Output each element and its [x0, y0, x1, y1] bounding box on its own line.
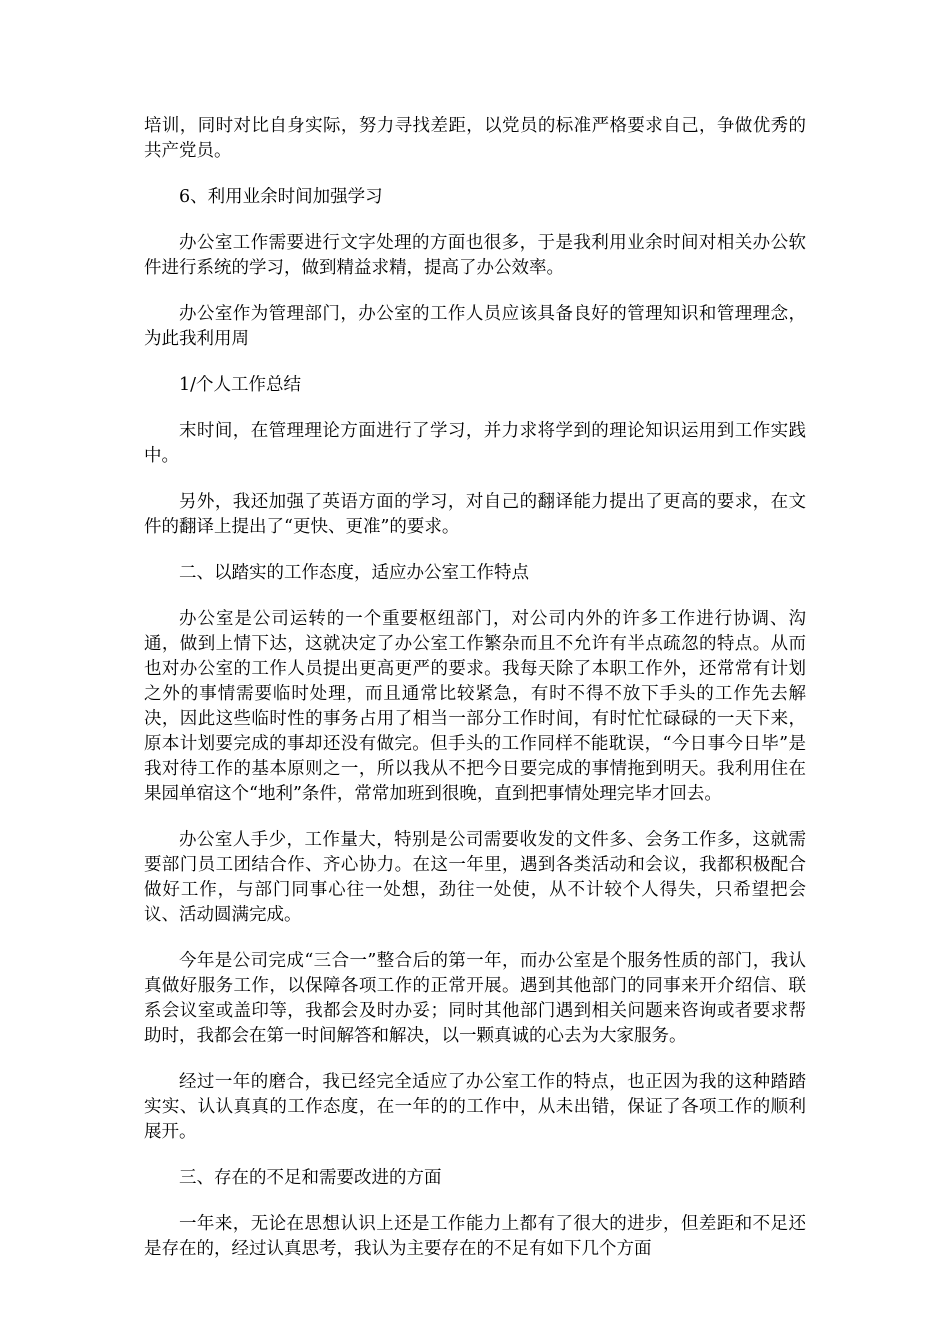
- paragraph: 培训，同时对比自身实际，努力寻找差距，以党员的标准严格要求自己，争做优秀的共产党员。: [144, 116, 806, 161]
- paragraph: 经过一年的磨合，我已经完全适应了办公室工作的特点，也正因为我的这种踏踏实实、认认真真的工作态度，在一年的的工作中，从未出错，保证了各项工作的顺利展开。: [144, 1072, 806, 1142]
- paragraph: 末时间，在管理理论方面进行了学习，并力求将学到的理论知识运用到工作实践中。: [144, 421, 806, 466]
- paragraph: 今年是公司完成“三合一”整合后的第一年，而办公室是个服务性质的部门，我认真做好服务工作，以保障各项工作的正常开展。遇到其他部门的同事来开介绍信、联系会议室或盖印等，我都会及时办妥；同时其他部门遇到相关问题来咨询或者要求帮助时，我都会在第一时间解答和解决，以一颗真诚的心去为大家服务。: [144, 951, 806, 1046]
- paragraph: 另外，我还加强了英语方面的学习，对自己的翻译能力提出了更高的要求，在文件的翻译上提出了“更快、更准”的要求。: [144, 492, 806, 537]
- paragraph: 办公室作为管理部门，办公室的工作人员应该具备良好的管理知识和管理理念，为此我利用周: [144, 304, 806, 349]
- document-body: [144, 114, 806, 1283]
- page-footer-text: 1/个人工作总结: [179, 375, 302, 395]
- section-heading: 三、存在的不足和需要改进的方面: [179, 1168, 442, 1188]
- paragraph: 一年来，无论在思想认识上还是工作能力上都有了很大的进步，但差距和不足还是存在的，经过认真思考，我认为主要存在的不足有如下几个方面: [144, 1214, 806, 1259]
- paragraph: 办公室工作需要进行文字处理的方面也很多，于是我利用业余时间对相关办公软件进行系统的学习，做到精益求精，提高了办公效率。: [144, 233, 806, 278]
- section-heading: 二、以踏实的工作态度，适应办公室工作特点: [179, 563, 529, 583]
- paragraph: 办公室是公司运转的一个重要枢纽部门，对公司内外的许多工作进行协调、沟通，做到上情下达，这就决定了办公室工作繁杂而且不允许有半点疏忽的特点。从而也对办公室的工作人员提出更高更严的要求。我每天除了本职工作外，还常常有计划之外的事情需要临时处理，而且通常比较紧急，有时不得不放下手头的工作先去解决，因此这些临时性的事务占用了相当一部分工作时间，有时忙忙碌碌的一天下来，原本计划要完成的事却还没有做完。但手头的工作同样不能耽误，“今日事今日毕”是我对待工作的基本原则之一，所以我从不把今日要完成的事情拖到明天。我利用住在果园单宿这个“地利”条件，常常加班到很晚，直到把事情处理完毕才回去。: [144, 609, 806, 804]
- section-heading: 6、利用业余时间加强学习: [179, 187, 383, 207]
- paragraph: 办公室人手少，工作量大，特别是公司需要收发的文件多、会务工作多，这就需要部门员工团结合作、齐心协力。在这一年里，遇到各类活动和会议，我都积极配合做好工作，与部门同事心往一处想，劲往一处使，从不计较个人得失，只希望把会议、活动圆满完成。: [144, 830, 806, 925]
